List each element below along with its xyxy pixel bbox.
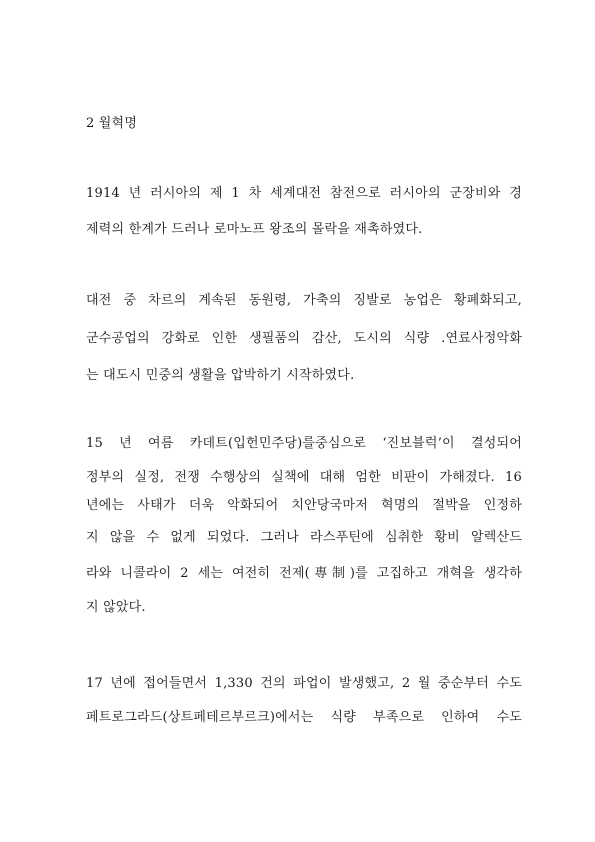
paragraph-3-line-2: 정부의 실정, 전쟁 수행상의 실책에 대해 엄한 비판이 가해졌다. 16 xyxy=(86,470,522,485)
paragraph-3-line-5: 라와 니콜라이 2 세는 여전히 전제(專制)를 고집하고 개혁을 생각하 xyxy=(86,566,522,581)
paragraph-1-line-1: 1914 년 러시아의 제 1 차 세계대전 참전으로 러시아의 군장비와 경 xyxy=(86,186,522,201)
paragraph-2-line-3: 는 대도시 민중의 생활을 압박하기 시작하였다. xyxy=(86,368,355,383)
paragraph-1-line-2: 제력의 한계가 드러나 로마노프 왕조의 몰락을 재촉하였다. xyxy=(86,222,423,237)
paragraph-3-line-3: 년에는 사태가 더욱 악화되어 치안당국마저 혁명의 절박을 인정하 xyxy=(86,498,522,513)
section-heading: 2 월혁명 xyxy=(86,116,138,131)
paragraph-3-line-4: 지 않을 수 없게 되었다. 그러나 라스푸틴에 심취한 황비 알렉산드 xyxy=(86,530,522,545)
paragraph-3-line-6: 지 않았다. xyxy=(86,600,146,615)
paragraph-4-line-1: 17 년에 접어들면서 1,330 건의 파업이 발생했고, 2 월 중순부터 수도 xyxy=(86,676,522,691)
paragraph-3-line-1: 15 년 여름 카데트(입헌민주당)를중심으로 ‘진보블럭’이 결성되어 xyxy=(86,436,522,451)
paragraph-2-line-2: 군수공업의 강화로 인한 생필품의 감산, 도시의 식량 .연료사정악화 xyxy=(86,331,522,346)
paragraph-2-line-1: 대전 중 차르의 계속된 동원령, 가축의 징발로 농업은 황폐화되고, xyxy=(86,293,522,308)
paragraph-4-line-2: 페트로그라드(상트페테르부르크)에서는 식량 부족으로 인하여 수도 xyxy=(86,710,522,725)
